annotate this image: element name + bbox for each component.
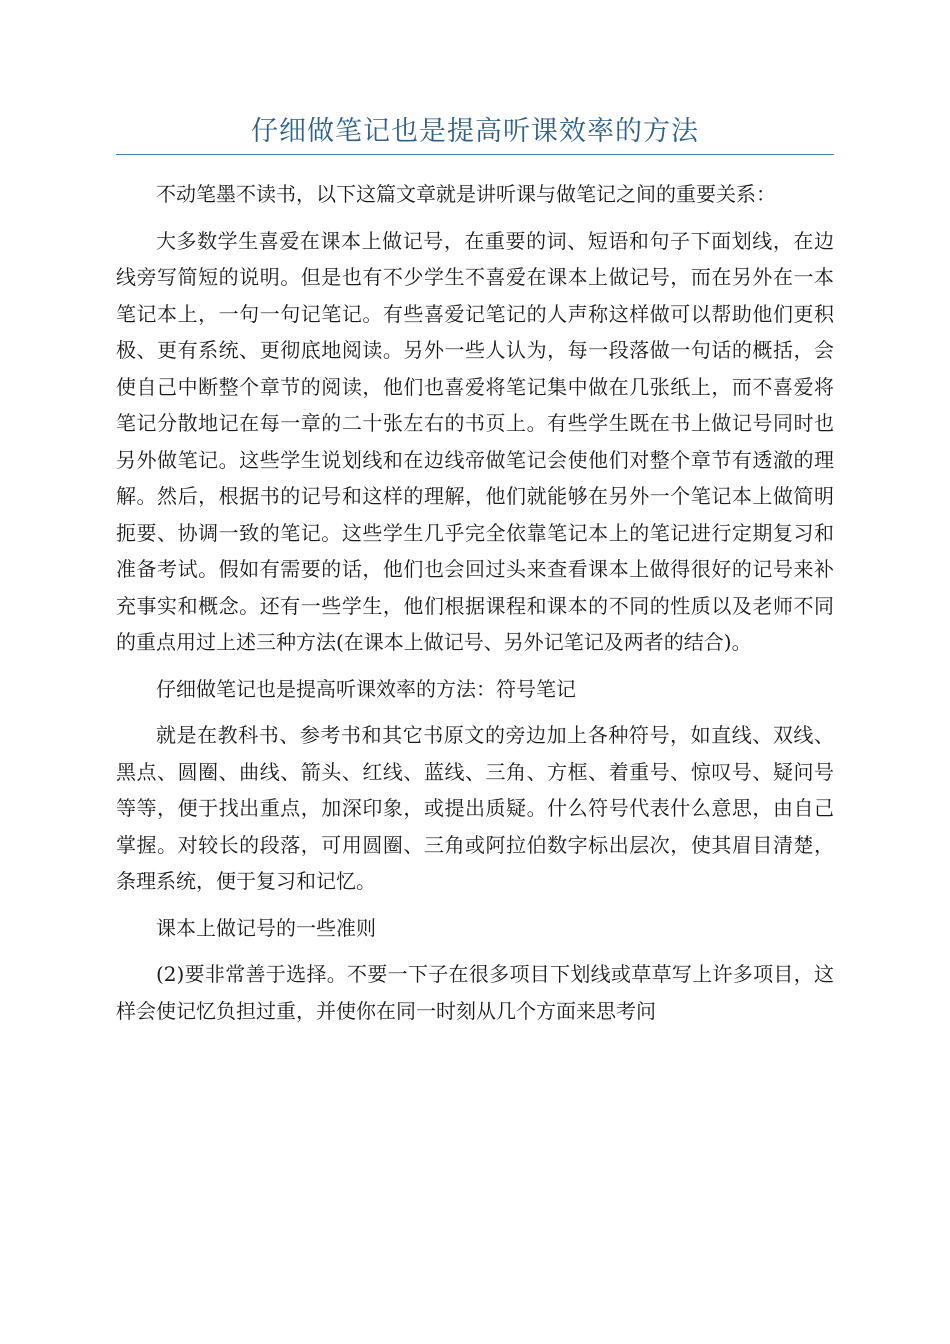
paragraph-intro: 不动笔墨不读书，以下这篇文章就是讲听课与做笔记之间的重要关系： xyxy=(156,182,776,206)
document-body xyxy=(116,176,834,1039)
section-heading-marking-rules: 课本上做记号的一些准则 xyxy=(156,915,376,940)
paragraph-rule-2: (2)要非常善于选择。不要一下子在很多项目下划线或草草写上许多项目，这样会使记忆负担过重，并使你在同一时刻从几个方面来思考问 xyxy=(116,962,834,1023)
document-title: 仔细做笔记也是提高听课效率的方法 xyxy=(251,116,699,147)
paragraph-symbol-notes: 就是在教科书、参考书和其它书原文的旁边加上各种符号，如直线、双线、黑点、圆圈、曲线、箭头、红线、蓝线、三角、方框、着重号、惊叹号、疑问号等等，便于找出重点，加深印象，或提出质疑。什么符号代表什么意思，由自己掌握。对较长的段落，可用圆圈、三角或阿拉伯数字标出层次，使其眉目清楚，条理系统，便于复习和记忆。 xyxy=(116,723,834,893)
section-heading-symbol-notes: 仔细做笔记也是提高听课效率的方法：符号笔记 xyxy=(156,676,576,701)
title-underline xyxy=(116,154,834,155)
paragraph-note-habits: 大多数学生喜爱在课本上做记号，在重要的词、短语和句子下面划线，在边线旁写简短的说明。但是也有不少学生不喜爱在课本上做记号，而在另外在一本笔记本上，一句一句记笔记。有些喜爱记笔记的人声称这样做可以帮助他们更积极、更有系统、更彻底地阅读。另外一些人认为，每一段落做一句话的概括，会使自己中断整个章节的阅读，他们也喜爱将笔记集中做在几张纸上，而不喜爱将笔记分散地记在每一章的二十张左右的书页上。有些学生既在书上做记号同时也另外做笔记。这些学生说划线和在边线帝做笔记会使他们对整个章节有透澈的理解。然后，根据书的记号和这样的理解，他们就能够在另外一个笔记本上做简明扼要、协调一致的笔记。这些学生几乎完全依靠笔记本上的笔记进行定期复习和准备考试。假如有需要的话，他们也会回过头来查看课本上做得很好的记号来补充事实和概念。还有一些学生，他们根据课程和课本的不同的性质以及老师不同的重点用过上述三种方法(在课本上做记号、另外记笔记及两者的结合)。 xyxy=(116,228,834,654)
